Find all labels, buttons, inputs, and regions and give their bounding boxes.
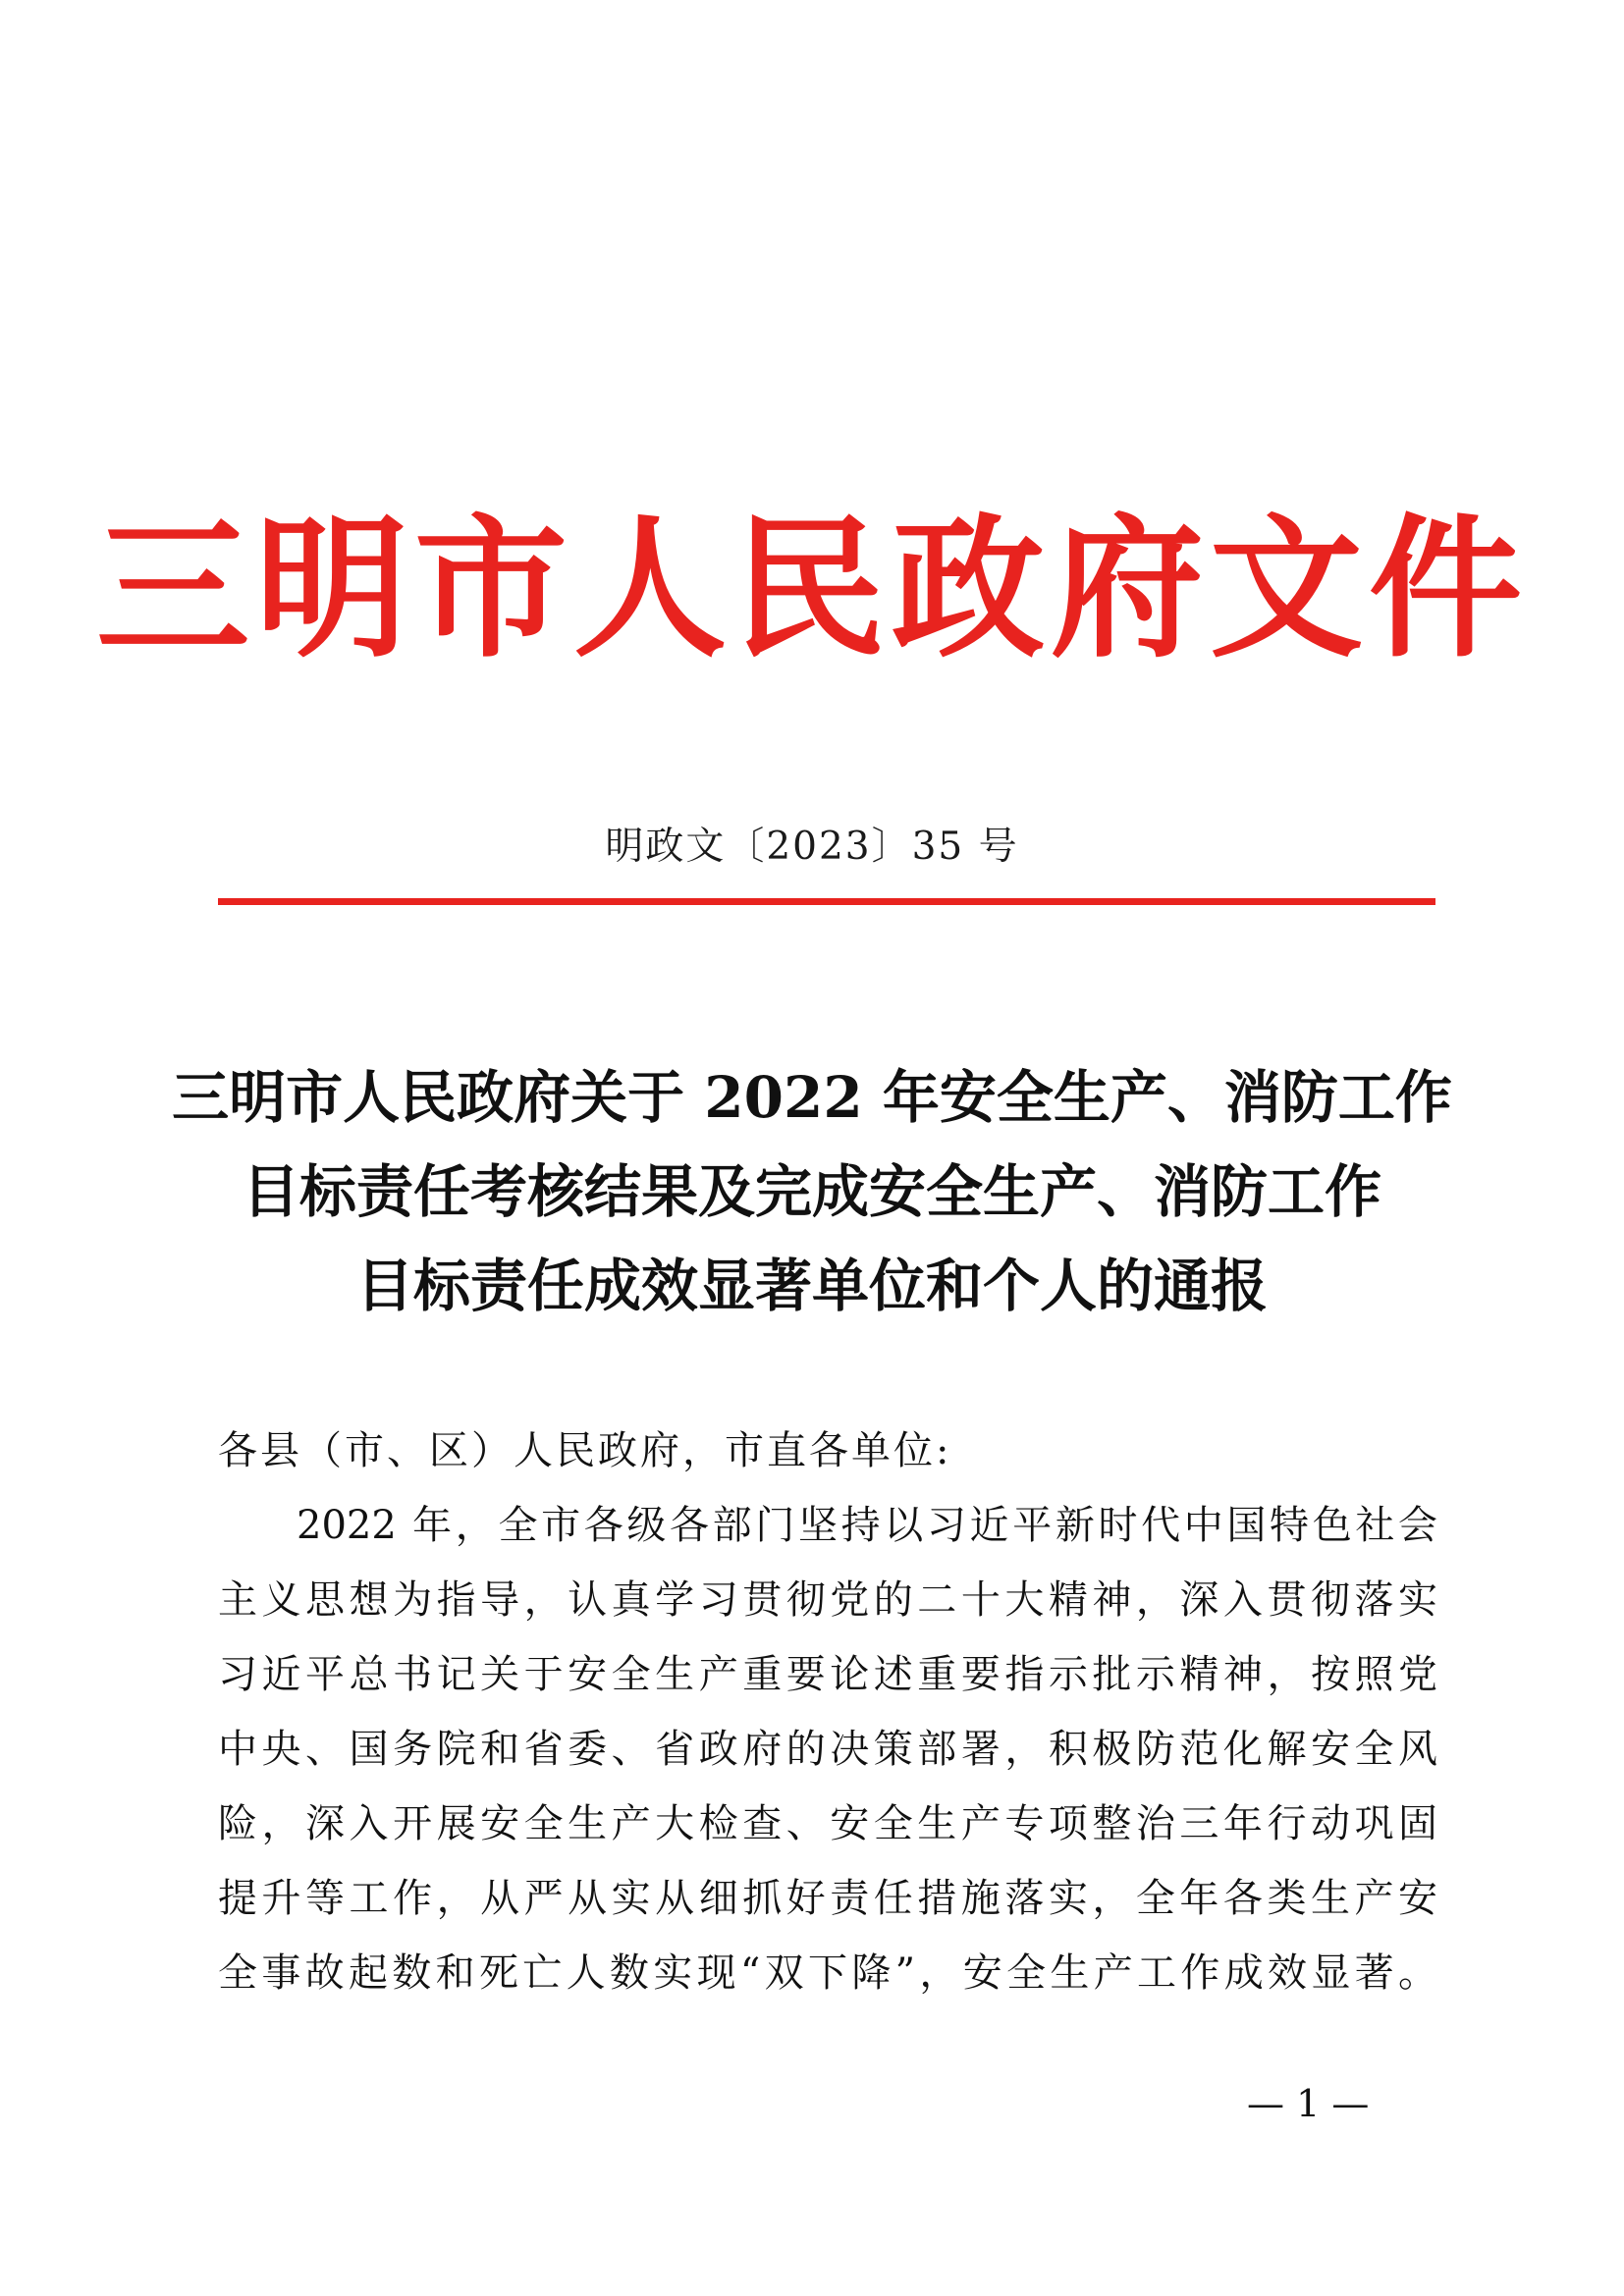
salutation: 各县（市、区）人民政府，市直各单位: [218, 1428, 952, 1473]
title-line: 目标责任考核结果及完成安全生产、消防工作 [242, 1158, 1381, 1225]
paragraph-line: 中央、国务院和省委、省政府的决策部署，积极防范化解安全风 [218, 1727, 1437, 1772]
page-number: — 1 — [1247, 2082, 1370, 2125]
red-divider-line [218, 898, 1435, 905]
title-line: 目标责任成效显著单位和个人的通报 [355, 1253, 1268, 1319]
paragraph-line: 习近平总书记关于安全生产重要论述重要指示批示精神，按照党 [218, 1652, 1437, 1697]
title-line: 三明市人民政府关于 2022 年安全生产、消防工作 [172, 1064, 1452, 1131]
document-number: 明政文〔2023〕35 号 [605, 825, 1019, 869]
paragraph-line: 提升等工作，从严从实从细抓好责任措施落实，全年各类生产安 [218, 1876, 1437, 1921]
document-body [218, 1414, 1437, 2010]
masthead-title: 三明市人民政府文件 [96, 499, 1528, 678]
document-title [157, 1050, 1467, 1333]
paragraph-line: 险，深入开展安全生产大检查、安全生产专项整治三年行动巩固 [218, 1801, 1437, 1846]
paragraph-line: 2022 年，全市各级各部门坚持以习近平新时代中国特色社会 [297, 1503, 1437, 1548]
paragraph-line: 全事故起数和死亡人数实现“双下降”，安全生产工作成效显著。 [218, 1950, 1437, 1996]
paragraph-line: 主义思想为指导，认真学习贯彻党的二十大精神，深入贯彻落实 [218, 1577, 1437, 1623]
